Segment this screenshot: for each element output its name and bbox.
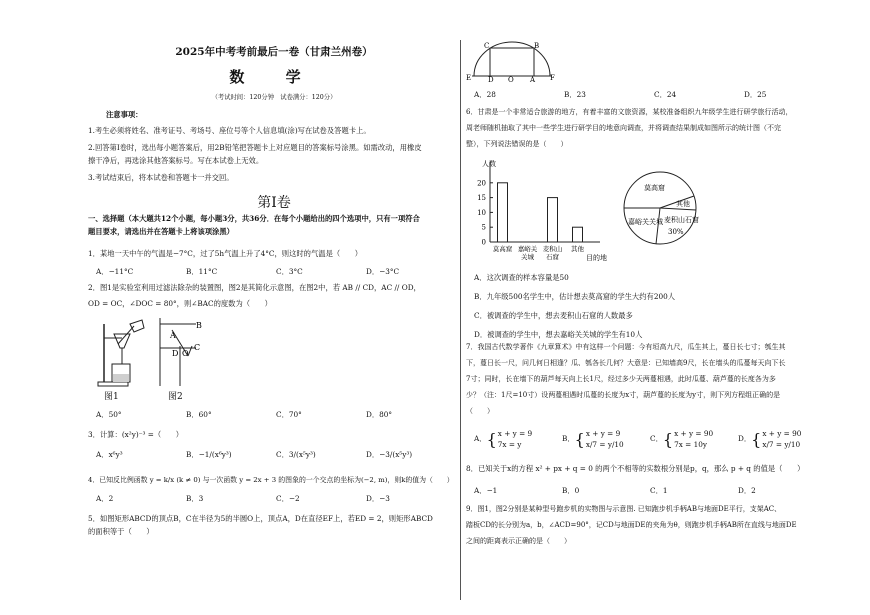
question-line: 少？（注：1尺=10寸）设两蔓相遇时瓜蔓的长度为x寸，葫芦蔓的长度为y寸，则下列方程组正确的是 <box>466 391 781 399</box>
note-item: 2.回答第Ⅰ卷时，选出每小题答案后，用2B铅笔把答题卡上对应题目的答案标号涂黑。如需改动，用橡皮 <box>88 143 422 152</box>
fig-letter-c: C <box>194 343 201 352</box>
option-b: B．11°C <box>186 267 218 276</box>
bar <box>548 198 558 242</box>
subject-title: 数 学 <box>229 68 319 86</box>
question-line: 5．如图矩形ABCD的顶点B，C在半径为5的半圆O上，顶点A，D在直径EF上，若ED = 2，则矩形ABCD <box>88 514 433 523</box>
category-label: 麦积山 <box>542 245 563 253</box>
option-b: B．−1/(x⁶y³) <box>186 450 232 459</box>
question-stem: 4．已知反比例函数 y = k/x (k ≠ 0) 与一次函数 y = 2x + 3 的图象的一个交点的坐标为(−2, m)，则k的值为（ ） <box>88 476 454 484</box>
category-label: 石窟 <box>546 253 559 261</box>
pie-label-jiayuguan: 嘉峪关关城 <box>628 218 663 226</box>
question-line: 下，蔓日长一尺，问几何日相逢？瓜、瓠各长几何？大意是：已知墙高9尺，长在墙头的瓜蔓每天向下长 <box>466 359 786 367</box>
fig-letter-a: A <box>170 331 176 340</box>
question-line: （ ） <box>466 407 494 415</box>
question-1 <box>88 249 460 277</box>
option-b: B． { x + y = 9 x/7 = y/10 <box>562 429 624 449</box>
option-c: C．被调查的学生中，想去麦积山石窟的人数最多 <box>474 311 633 320</box>
pie-label-maijishan: 麦积山石窟 <box>664 216 699 224</box>
category-label: 嘉峪关 <box>517 245 538 253</box>
question-line: 7．我国古代数学著作《九章算术》中有这样一个问题：今有垣高九尺，瓜生其上，蔓日长七寸；瓠生其 <box>466 343 786 351</box>
notes-list <box>88 124 460 184</box>
chart-x-unit: 目的地 <box>586 254 607 262</box>
fig-letter-d: D <box>172 349 179 358</box>
category-label: 关城 <box>521 253 534 261</box>
question-6 <box>466 106 830 151</box>
fig-letter-e: E <box>466 74 472 82</box>
right-column <box>466 0 830 615</box>
option-d: D．25 <box>744 90 767 99</box>
option-b: B．23 <box>564 90 586 99</box>
option-c: C．3/(x⁵y³) <box>276 450 316 459</box>
question-line: 9．图1，图2分别是某种型号跑步机的实物图与示意图. 已知跑步机手柄AB与地面DE平行，支架AC、 <box>466 505 782 513</box>
question-5 <box>88 512 460 538</box>
option-a: A．这次调查的样本容量是50 <box>474 273 569 282</box>
option-d: D．−3°C <box>366 267 400 276</box>
question-line: 之间的距离表示正确的是（ ） <box>466 537 571 545</box>
fig-letter-o: O <box>182 349 189 358</box>
note-item: 1.考生必须将姓名、准考证号、考场号、座位号等个人信息填(涂)写在试卷及答题卡上。 <box>88 126 371 135</box>
option-c: C．−2 <box>276 494 300 503</box>
option-c: C．3°C <box>276 267 303 276</box>
question-stem: 3．计算：(x²y)⁻³ =（ ） <box>88 430 184 439</box>
section-line: 题目要求，请选出并在答题卡上将该项涂黑） <box>88 227 234 236</box>
section-heading <box>88 212 460 238</box>
option-b: B．九年级500名学生中，估计想去莫高窟的学生大约有200人 <box>474 292 676 301</box>
option-d: D．2 <box>738 486 756 495</box>
pie-label-percent: 30% <box>668 228 684 236</box>
exam-title: 2025年中考考前最后一卷（甘肃兰州卷） <box>175 46 373 58</box>
question-stem: 8．已知关于x的方程 x² + px + q = 0 的两个不相等的实数根分别是p，q，那么 p + q 的值是（ ） <box>466 464 805 473</box>
question-9 <box>466 503 830 548</box>
option-d: D．−3/(x⁵y³) <box>366 450 413 459</box>
question-3 <box>88 430 460 460</box>
option-c: C． { x + y = 90 7x = 10y <box>650 429 714 449</box>
option-b: B．0 <box>562 486 580 495</box>
question-2 <box>88 283 460 309</box>
option-d: D． { x + y = 90 x/7 = y/10 <box>738 429 802 449</box>
destination-pie-chart <box>616 168 706 248</box>
chart-y-unit: 人数 <box>482 160 496 168</box>
option-c: C．24 <box>654 90 677 99</box>
option-a: A．x⁶y³ <box>96 450 123 459</box>
y-tick-label: 5 <box>481 223 486 232</box>
question-4 <box>88 474 460 504</box>
figure-2-label: 图2 <box>168 392 183 402</box>
notes-heading: 注意事项： <box>106 110 143 119</box>
question-line: 7寸；同时，长在墙下的葫芦每天向上长1尺，经过多少天两蔓相遇，此时瓜蔓、葫芦蔓的长度各为多 <box>466 375 776 383</box>
bar <box>498 183 508 242</box>
category-label: 其他 <box>571 245 584 253</box>
figure-1-label: 图1 <box>104 392 119 402</box>
column-divider <box>460 40 461 600</box>
note-item: 擦干净后，再选涂其他答案标号。写在本试卷上无效。 <box>88 156 264 165</box>
question-5-options <box>474 90 830 100</box>
option-b: B．3 <box>186 494 204 503</box>
y-tick-label: 0 <box>481 238 486 247</box>
section-line: 一、选择题（本大题共12个小题，每小题3分，共36分．在每个小题给出的四个选项中，只有一项符合 <box>88 214 420 223</box>
pie-label-other: 其他 <box>676 200 690 208</box>
fig-letter-a: A <box>530 76 536 82</box>
category-label: 莫高窟 <box>492 245 513 253</box>
options <box>88 450 460 460</box>
y-tick-label: 10 <box>477 208 486 217</box>
fig-letter-f: F <box>550 74 555 82</box>
fig-letter-c: C <box>484 42 490 50</box>
fig-letter-b: B <box>534 42 540 50</box>
option-a: A． { x + y = 9 7x = y <box>474 429 533 449</box>
destination-bar-chart <box>460 156 620 268</box>
option-d: D．被调查的学生中，想去嘉峪关关城的学生有10人 <box>474 330 643 339</box>
question-stem: 1．某地一天中午的气温是−7°C，过了5h气温上升了4°C，则这时的气温是（ ） <box>88 249 363 258</box>
option-a: A．50° <box>96 410 122 419</box>
option-a: A．28 <box>474 90 496 99</box>
question-2-options <box>96 410 460 420</box>
option-c: C．70° <box>276 410 302 419</box>
pie-label-mogao: 莫高窟 <box>644 184 665 192</box>
question-line: 6．甘肃是一个非常适合旅游的地方，有着丰富的文旅资源，某校准备组织九年级学生进行研学旅行活动， <box>466 108 793 116</box>
option-a: A．2 <box>96 494 114 503</box>
question-line: 2．图1是实验室利用过滤法除杂的装置图，图2是其简化示意图，在图2中，若 AB // CD，AC // OD， <box>88 283 421 292</box>
option-a: A．−1 <box>474 486 498 495</box>
fig-letter-o: O <box>508 76 514 82</box>
option-c: C．1 <box>650 486 668 495</box>
note-item: 3.考试结束后，将本试卷和答题卡一并交回。 <box>88 173 234 182</box>
question-line: 整），下列说法错误的是（ ） <box>466 140 568 148</box>
question-7 <box>466 341 830 418</box>
y-tick-label: 20 <box>477 179 486 188</box>
y-tick-label: 15 <box>477 194 486 203</box>
left-column <box>88 0 460 615</box>
part-title: 第Ⅰ卷 <box>257 195 291 211</box>
option-d: D．80° <box>366 410 393 419</box>
bar <box>573 227 583 242</box>
semicircle-rectangle-figure <box>466 40 556 82</box>
question-6-options <box>474 271 830 341</box>
fig-letter-b: B <box>196 321 202 330</box>
options <box>88 494 460 504</box>
fig-letter-d: D <box>488 76 494 82</box>
option-a: A．−11°C <box>96 267 134 276</box>
exam-info: （考试时间：120分钟 试卷满分：120分） <box>211 94 337 101</box>
question-line: 踏板CD的长分别为a，b，∠ACD=90°，记CD与地面DE的夹角为θ，则跑步机手柄AB所在直线与地面DE <box>466 521 797 529</box>
option-d: D．−3 <box>366 494 390 503</box>
question-7-options <box>474 428 830 450</box>
option-b: B．60° <box>186 410 212 419</box>
question-8 <box>466 464 830 496</box>
question-line: 周老师随机抽取了其中一些学生进行研学目的地意向调查，并将调查结果制成如图所示的统计图（不完 <box>466 124 781 132</box>
question-line: OD = OC，∠DOC = 80°，则∠BAC的度数为（ ） <box>88 299 272 308</box>
options <box>466 486 830 496</box>
options <box>88 267 460 277</box>
question-line: 的面积等于（ ） <box>88 527 154 536</box>
simplified-diagram-figure <box>158 316 228 390</box>
